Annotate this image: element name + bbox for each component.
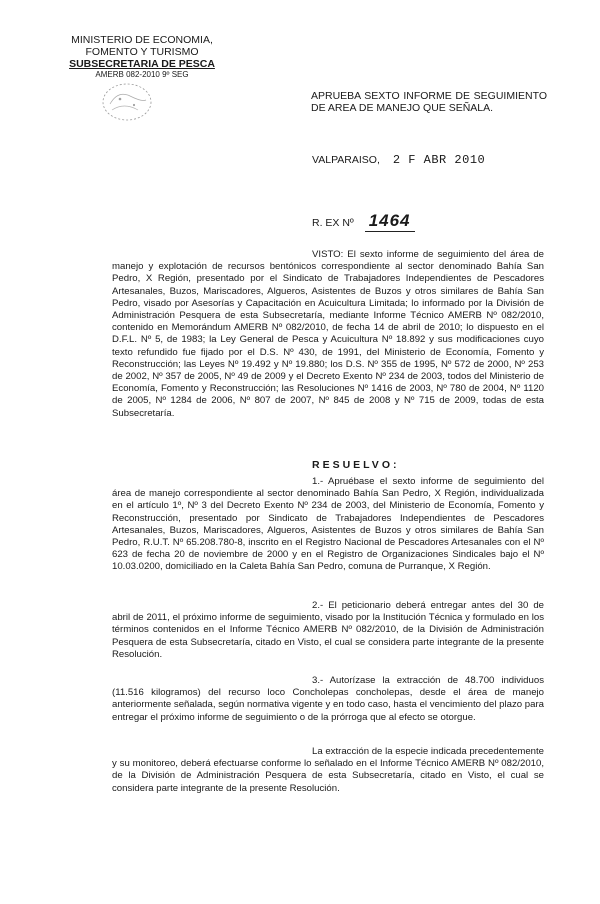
seal-stamp-icon <box>98 80 156 124</box>
resuelvo-item-3-continuation <box>112 746 544 795</box>
place-label: VALPARAISO, <box>312 154 380 166</box>
resuelvo-heading: RESUELVO: <box>312 459 400 471</box>
ministry-line-2: FOMENTO Y TURISMO <box>85 46 199 58</box>
ministry-line-1: MINISTERIO DE ECONOMIA, <box>71 34 213 46</box>
resolution-number-line <box>312 211 415 232</box>
resolution-label: R. EX Nº <box>312 217 354 229</box>
resuelvo-item-2 <box>112 600 544 661</box>
reference-code: AMERB 082-2010 9º SEG <box>95 70 189 79</box>
place-date-line <box>312 153 485 167</box>
resolution-number: 1464 <box>365 211 415 232</box>
resuelvo-item-text: La extracción de la especie indicada precedentemente y su monitoreo, deberá efectuarse conforme lo señalado en el Informe Técnico AMERB Nº 082/2010, de la División de Administración Pesquera de esta Subsecretaría, citado en Visto, el cual se considera parte integrante de la presente Resolución. <box>112 746 545 794</box>
resuelvo-item-text: 2.- El peticionario deberá entregar antes del 30 de abril de 2011, el próximo informe de seguimiento, visado por la Institución Técnica y formulado en los términos contenidos en el Informe Técnico AMERB Nº 082/2010, de la División de Administración Pesquera de esta Subsecretaría, citado en Visto, el cual se considera parte integrante de la presente Resolución. <box>112 600 544 660</box>
resolution-summary: APRUEBA SEXTO INFORME DE SEGUIMIENTO DE AREA DE MANEJO QUE SEÑALA. <box>311 90 547 114</box>
date-stamp: 2 F ABR 2010 <box>392 153 486 167</box>
ministry-header <box>52 34 232 80</box>
ministry-line-3: SUBSECRETARIA DE PESCA <box>69 58 215 70</box>
visto-paragraph <box>112 249 544 420</box>
resuelvo-item-text: 3.- Autorízase la extracción de 48.700 individuos (11.516 kilogramos) del recurso loco Concholepas concholepas, desde el área de manejo anteriormente señalada, según normativa vigente y en todo caso, hasta el vencimiento del plazo para entregar el próximo informe de seguimiento o de la prórroga que al efecto se otorgue. <box>112 675 544 723</box>
resuelvo-item-3 <box>112 675 544 724</box>
resuelvo-item-1 <box>112 476 544 574</box>
resuelvo-item-text: 1.- Apruébase el sexto informe de seguimiento del área de manejo correspondiente al sector denominado Bahía San Pedro, X Región, individualizada en el artículo 1º, Nº 3 del Decreto Exento Nº 234 de 2003, del Ministerio de Economía, Fomento y Reconstrucción, presentado por Sindicato de Trabajadores Independientes de Pescadores Artesanales, Buzos, Mariscadores, Algueros, Asistentes de Buzos y otros similares de Bahía San Pedro, R.U.T. Nº 65.208.780-8, inscrito en el Registro Nacional de Pescadores Artesanales con el Nº 623 de fecha 20 de noviembre de 2000 y en el Registro de Organizaciones Sindicales bajo el Nº 10.03.0200, domiciliado en la Caleta Bahía San Pedro, comuna de Purranque, X Región. <box>112 476 544 573</box>
visto-text: VISTO: El sexto informe de seguimiento del área de manejo y explotación de recursos bentónicos correspondiente al sector denominado Bahía San Pedro, X Región, presentado por el Sindicato de Trabajadores Independientes de Pescadores Artesanales, Buzos, Mariscadores, Algueros, Asistentes de Buzos y otros similares de Bahía San Pedro, visado por Asesorías y Capacitación en Acuicultura Limitada; lo informado por la División de Administración Pesquera de esta Subsecretaría, mediante Informe Técnico AMERB Nº 082/2010, contenido en Memorándum AMERB Nº 082/2010, de fecha 14 de abril de 2010; lo dispuesto en el D.F.L. Nº 5, de 1983; la Ley General de Pesca y Acuicultura Nº 18.892 y sus modificaciones cuyo texto refundido fue fijado por el D.S. Nº 430, de 1991, del Ministerio de Economía, Fomento y Reconstrucción; las Leyes Nº 19.492 y Nº 19.880; los D.S. Nº 355 de 1995, Nº 572 de 2000, Nº 253 de 2002, Nº 357 de 2005, Nº 49 de 2009 y el Decreto Exento Nº 234 de 2003, todos del Ministerio de Economía, Fomento y Reconstrucción; las Resoluciones Nº 1416 de 2003, Nº 780 de 2004, Nº 1120 de 2005, Nº 1284 de 2006, Nº 807 de 2007, Nº 845 de 2008 y Nº 715 de 2009, todas de esta Subsecretaría. <box>112 249 544 419</box>
